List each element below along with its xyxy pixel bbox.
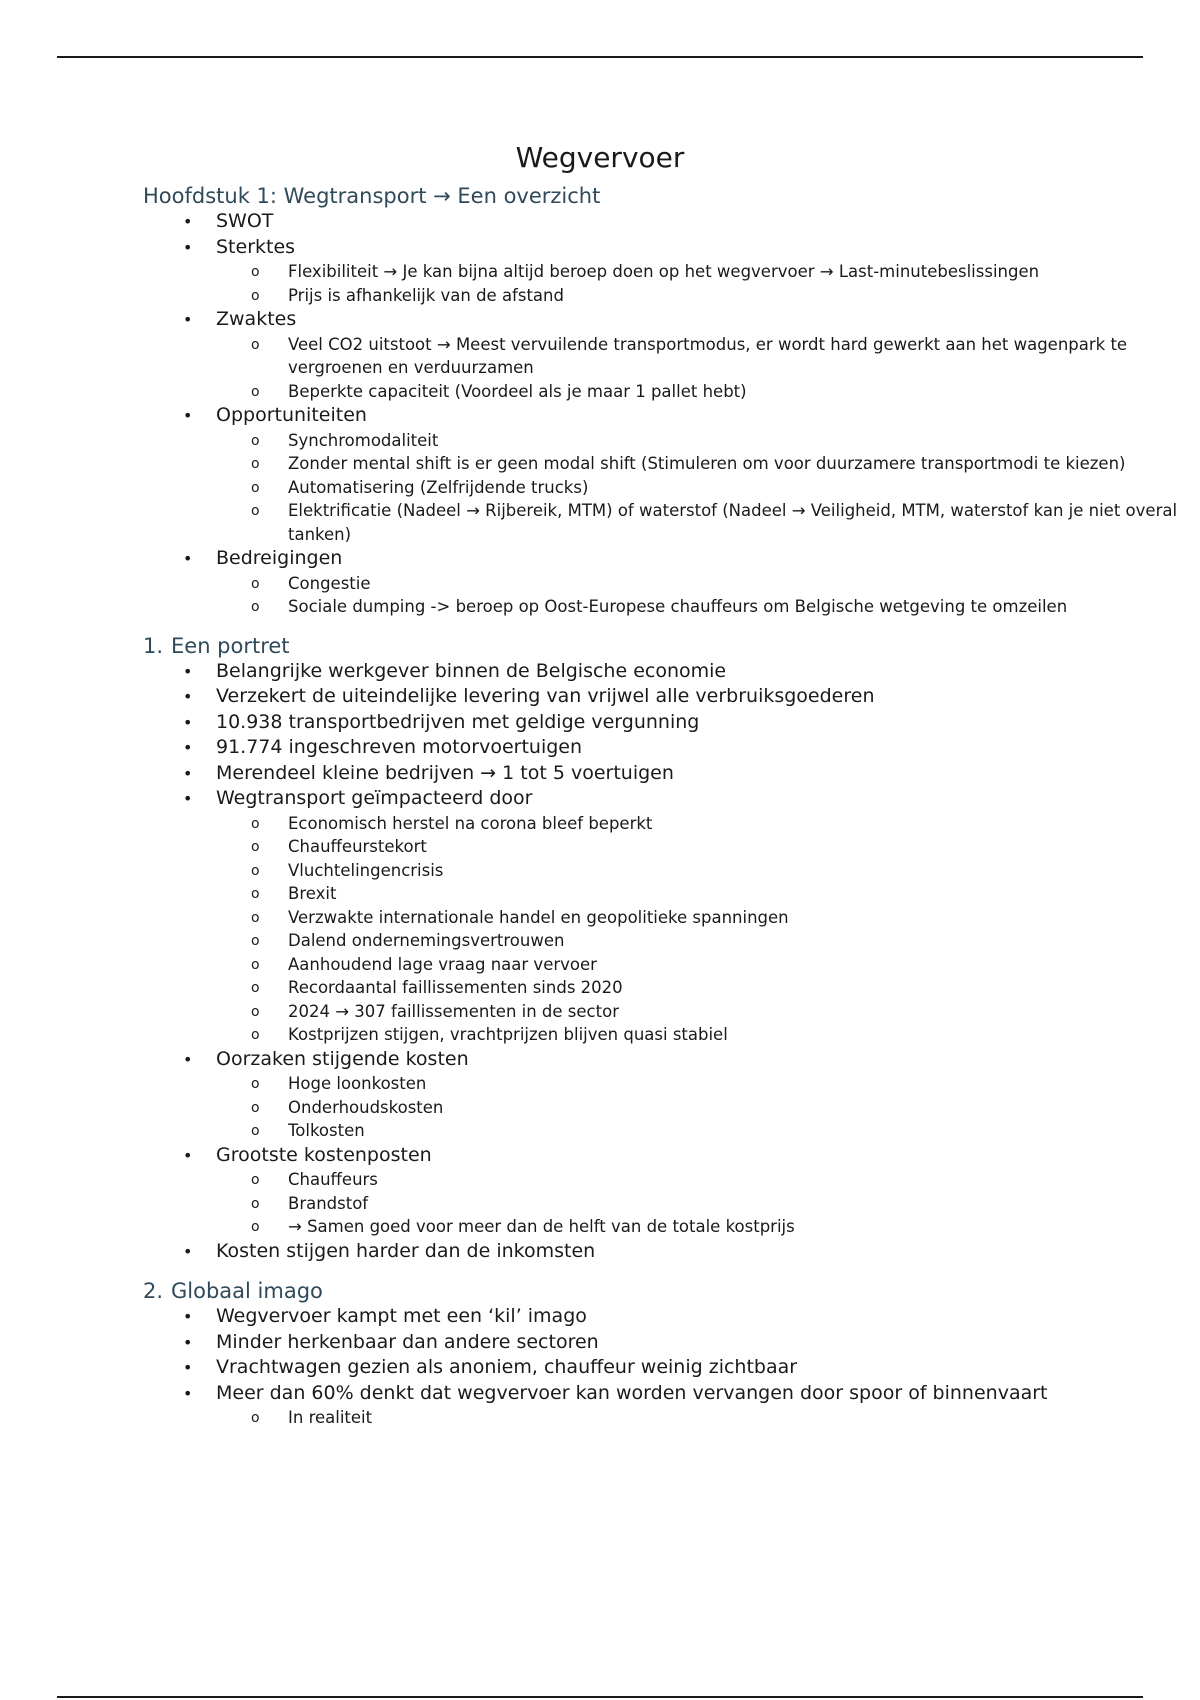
sub-list-item bbox=[143, 1192, 1193, 1216]
circle-bullet-icon: o bbox=[251, 1003, 260, 1020]
sub-list-item bbox=[143, 929, 1193, 953]
sub-list-item-text: Chauffeurs bbox=[288, 1170, 378, 1189]
header-rule bbox=[57, 56, 1143, 58]
sub-list-item bbox=[143, 1119, 1193, 1143]
sub-list-item-text: Automatisering (Zelfrijdende trucks) bbox=[288, 477, 589, 497]
sub-list bbox=[216, 260, 1143, 307]
sub-list-item bbox=[143, 1406, 1193, 1430]
sub-list-item bbox=[143, 429, 1193, 453]
list-item-text: 91.774 ingeschreven motorvoertuigen bbox=[216, 736, 583, 758]
sub-list bbox=[216, 812, 1143, 1047]
sub-list-item-text: → Samen goed voor meer dan de helft van de totale kostprijs bbox=[288, 1217, 795, 1236]
sub-list-item-text: Beperkte capaciteit (Voordeel als je maar 1 pallet hebt) bbox=[288, 381, 747, 401]
sub-list-item-text: Economisch herstel na corona bleef beperkt bbox=[288, 813, 653, 833]
list-item bbox=[143, 546, 1143, 619]
chapter-heading: Hoofdstuk 1: Wegtransport → Een overzicht bbox=[143, 184, 601, 208]
sub-list-item bbox=[143, 812, 1193, 836]
sub-list-item bbox=[143, 882, 1193, 906]
list-item bbox=[143, 735, 1143, 761]
bullet-icon: • bbox=[183, 237, 193, 257]
list-item-text: Wegtransport geïmpacteerd door bbox=[216, 787, 533, 809]
list-item-text: Opportuniteiten bbox=[216, 404, 367, 426]
bullet-icon: • bbox=[183, 1241, 193, 1261]
list-item-text: Wegvervoer kampt met een ‘kil’ imago bbox=[216, 1305, 587, 1327]
sub-list bbox=[216, 1168, 1143, 1239]
sub-list-item bbox=[143, 499, 1193, 546]
circle-bullet-icon: o bbox=[251, 503, 260, 519]
document-body bbox=[143, 183, 1178, 1430]
list-item-text: Oorzaken stijgende kosten bbox=[216, 1047, 469, 1070]
circle-bullet-icon: o bbox=[251, 1076, 260, 1092]
circle-bullet-icon: o bbox=[251, 839, 260, 855]
section-number: 1. bbox=[143, 633, 164, 658]
sub-list-item-text: Veel CO2 uitstoot → Meest vervuilende transportmodus, er wordt hard gewerkt aan het wagenpark te vergroenen en verduurzamen bbox=[288, 334, 1128, 377]
circle-bullet-icon: o bbox=[251, 479, 260, 496]
bullet-icon: • bbox=[183, 1049, 193, 1069]
bullet-icon: • bbox=[183, 789, 193, 808]
sub-list-item-text: Recordaantal faillissementen sinds 2020 bbox=[288, 978, 623, 997]
sub-list-item-text: Aanhoudend lage vraag naar vervoer bbox=[288, 954, 597, 974]
list-item bbox=[143, 659, 1143, 685]
list-item bbox=[143, 1381, 1143, 1430]
circle-bullet-icon: o bbox=[251, 815, 260, 832]
circle-bullet-icon: o bbox=[251, 956, 260, 973]
section-heading-imago bbox=[143, 1278, 1143, 1304]
sub-list-item-text: Zonder mental shift is er geen modal shift (Stimuleren om voor duurzamere transportmodi te kiezen) bbox=[288, 454, 1126, 473]
sub-list-item-text: 2024 → 307 faillissementen in de sector bbox=[288, 1001, 619, 1021]
circle-bullet-icon: o bbox=[251, 933, 260, 949]
sub-list-item bbox=[143, 380, 1193, 404]
circle-bullet-icon: o bbox=[251, 1099, 260, 1116]
sub-list-item bbox=[143, 976, 1193, 1000]
bullet-icon: • bbox=[183, 1332, 193, 1352]
sub-list-item-text: Elektrificatie (Nadeel → Rijbereik, MTM) of waterstof (Nadeel → Veiligheid, MTM, waterstof kan je niet overal tanken) bbox=[288, 501, 1178, 544]
sub-list-item bbox=[143, 284, 1193, 308]
sub-list-item-text: Congestie bbox=[288, 573, 371, 593]
list-item-text: Belangrijke werkgever binnen de Belgische economie bbox=[216, 659, 727, 682]
bullet-icon: • bbox=[183, 712, 193, 732]
sub-list-item-text: Hoge loonkosten bbox=[288, 1074, 427, 1093]
sub-list bbox=[216, 1072, 1143, 1143]
list-item bbox=[143, 710, 1143, 736]
section-number: 2. bbox=[143, 1279, 164, 1303]
bullet-icon: • bbox=[183, 738, 193, 757]
sub-list-item bbox=[143, 572, 1193, 596]
sub-list bbox=[216, 1406, 1143, 1430]
list-item bbox=[143, 403, 1178, 546]
sub-list bbox=[216, 429, 1178, 547]
sub-list-item bbox=[143, 1096, 1193, 1120]
sub-list-item-text: Flexibiliteit → Je kan bijna altijd beroep doen op het wegvervoer → Last-minutebeslissingen bbox=[288, 262, 1040, 281]
circle-bullet-icon: o bbox=[251, 1123, 260, 1139]
circle-bullet-icon: o bbox=[251, 862, 260, 879]
portret-list bbox=[143, 659, 1143, 1265]
sub-list-item-text: Sociale dumping -> beroep op Oost-Europese chauffeurs om Belgische wetgeving te omzeilen bbox=[288, 597, 1068, 616]
list-item bbox=[143, 1239, 1143, 1265]
sub-list bbox=[216, 333, 1143, 404]
bullet-icon: • bbox=[183, 1358, 193, 1377]
list-item bbox=[143, 209, 1143, 235]
sub-list-item bbox=[143, 1215, 1193, 1239]
bullet-icon: • bbox=[183, 310, 193, 329]
list-item bbox=[143, 684, 1143, 710]
list-item-text: Kosten stijgen harder dan de inkomsten bbox=[216, 1239, 596, 1262]
sub-list-item bbox=[143, 953, 1193, 977]
list-item-text: Bedreigingen bbox=[216, 547, 343, 569]
sub-list-item bbox=[143, 1000, 1193, 1024]
sub-list-item-text: Verzwakte internationale handel en geopolitieke spanningen bbox=[288, 907, 789, 927]
list-item-text: Vrachtwagen gezien als anoniem, chauffeur weinig zichtbaar bbox=[216, 1356, 798, 1378]
list-item bbox=[143, 235, 1143, 308]
circle-bullet-icon: o bbox=[251, 456, 260, 472]
section-title: Een portret bbox=[171, 633, 290, 658]
sub-list-item-text: In realiteit bbox=[288, 1408, 373, 1427]
sub-list-item bbox=[143, 452, 1193, 476]
sub-list-item-text: Brandstof bbox=[288, 1193, 369, 1213]
list-item bbox=[143, 761, 1143, 787]
bullet-icon: • bbox=[183, 687, 193, 706]
sub-list-item-text: Brexit bbox=[288, 884, 337, 903]
sub-list-item-text: Vluchtelingencrisis bbox=[288, 860, 444, 880]
circle-bullet-icon: o bbox=[251, 264, 260, 280]
section-title: Globaal imago bbox=[171, 1279, 323, 1303]
section-heading-portret bbox=[143, 633, 1143, 659]
sub-list-item-text: Chauffeurstekort bbox=[288, 837, 427, 856]
list-item-text: Zwaktes bbox=[216, 308, 297, 330]
circle-bullet-icon: o bbox=[251, 287, 260, 304]
sub-list-item bbox=[143, 1168, 1193, 1192]
list-item bbox=[143, 1355, 1143, 1381]
list-item-text: Verzekert de uiteindelijke levering van vrijwel alle verbruiksgoederen bbox=[216, 685, 875, 707]
circle-bullet-icon: o bbox=[251, 1219, 260, 1235]
list-item bbox=[143, 786, 1143, 1047]
sub-list-item bbox=[143, 476, 1193, 500]
circle-bullet-icon: o bbox=[251, 383, 260, 400]
circle-bullet-icon: o bbox=[251, 1410, 260, 1426]
sub-list-item bbox=[143, 859, 1193, 883]
list-item bbox=[143, 307, 1143, 403]
sub-list bbox=[216, 572, 1143, 619]
list-item bbox=[143, 1304, 1143, 1330]
list-item-text: Merendeel kleine bedrijven → 1 tot 5 voertuigen bbox=[216, 761, 674, 784]
sub-list-item bbox=[143, 333, 1193, 380]
bullet-icon: • bbox=[183, 549, 193, 568]
list-item bbox=[143, 1047, 1143, 1143]
circle-bullet-icon: o bbox=[251, 1172, 260, 1188]
list-item-text: Meer dan 60% denkt dat wegvervoer kan worden vervangen door spoor of binnenvaart bbox=[216, 1381, 1048, 1404]
sub-list-item-text: Dalend ondernemingsvertrouwen bbox=[288, 931, 565, 950]
sub-list-item bbox=[143, 1023, 1193, 1047]
sub-list-item bbox=[143, 595, 1193, 619]
list-item-text: Grootste kostenposten bbox=[216, 1143, 432, 1166]
sub-list-item-text: Tolkosten bbox=[288, 1121, 365, 1140]
circle-bullet-icon: o bbox=[251, 432, 260, 449]
sub-list-item-text: Synchromodaliteit bbox=[288, 430, 439, 450]
bullet-icon: • bbox=[183, 763, 193, 783]
footer-rule bbox=[57, 1696, 1143, 1698]
circle-bullet-icon: o bbox=[251, 909, 260, 926]
list-item bbox=[143, 1330, 1143, 1356]
bullet-icon: • bbox=[183, 1383, 193, 1403]
circle-bullet-icon: o bbox=[251, 575, 260, 592]
sub-list-item bbox=[143, 906, 1193, 930]
bullet-icon: • bbox=[183, 212, 193, 231]
list-item bbox=[143, 1143, 1143, 1239]
sub-list-item bbox=[143, 1072, 1193, 1096]
bullet-icon: • bbox=[183, 1145, 193, 1165]
circle-bullet-icon: o bbox=[251, 1027, 260, 1043]
list-item-text: 10.938 transportbedrijven met geldige vergunning bbox=[216, 710, 700, 733]
swot-list bbox=[143, 209, 1178, 619]
circle-bullet-icon: o bbox=[251, 336, 260, 353]
circle-bullet-icon: o bbox=[251, 980, 260, 996]
circle-bullet-icon: o bbox=[251, 599, 260, 615]
bullet-icon: • bbox=[183, 1307, 193, 1326]
bullet-icon: • bbox=[183, 406, 193, 425]
sub-list-item bbox=[143, 835, 1193, 859]
document-title: Wegvervoer bbox=[515, 141, 685, 174]
circle-bullet-icon: o bbox=[251, 886, 260, 902]
list-item-text: SWOT bbox=[216, 210, 274, 232]
sub-list-item-text: Prijs is afhankelijk van de afstand bbox=[288, 285, 564, 305]
list-item-text: Sterktes bbox=[216, 235, 296, 258]
sub-list-item-text: Onderhoudskosten bbox=[288, 1097, 444, 1117]
imago-list bbox=[143, 1304, 1143, 1430]
sub-list-item bbox=[143, 260, 1193, 284]
list-item-text: Minder herkenbaar dan andere sectoren bbox=[216, 1330, 599, 1353]
sub-list-item-text: Kostprijzen stijgen, vrachtprijzen blijven quasi stabiel bbox=[288, 1025, 728, 1044]
circle-bullet-icon: o bbox=[251, 1195, 260, 1212]
bullet-icon: • bbox=[183, 661, 193, 681]
